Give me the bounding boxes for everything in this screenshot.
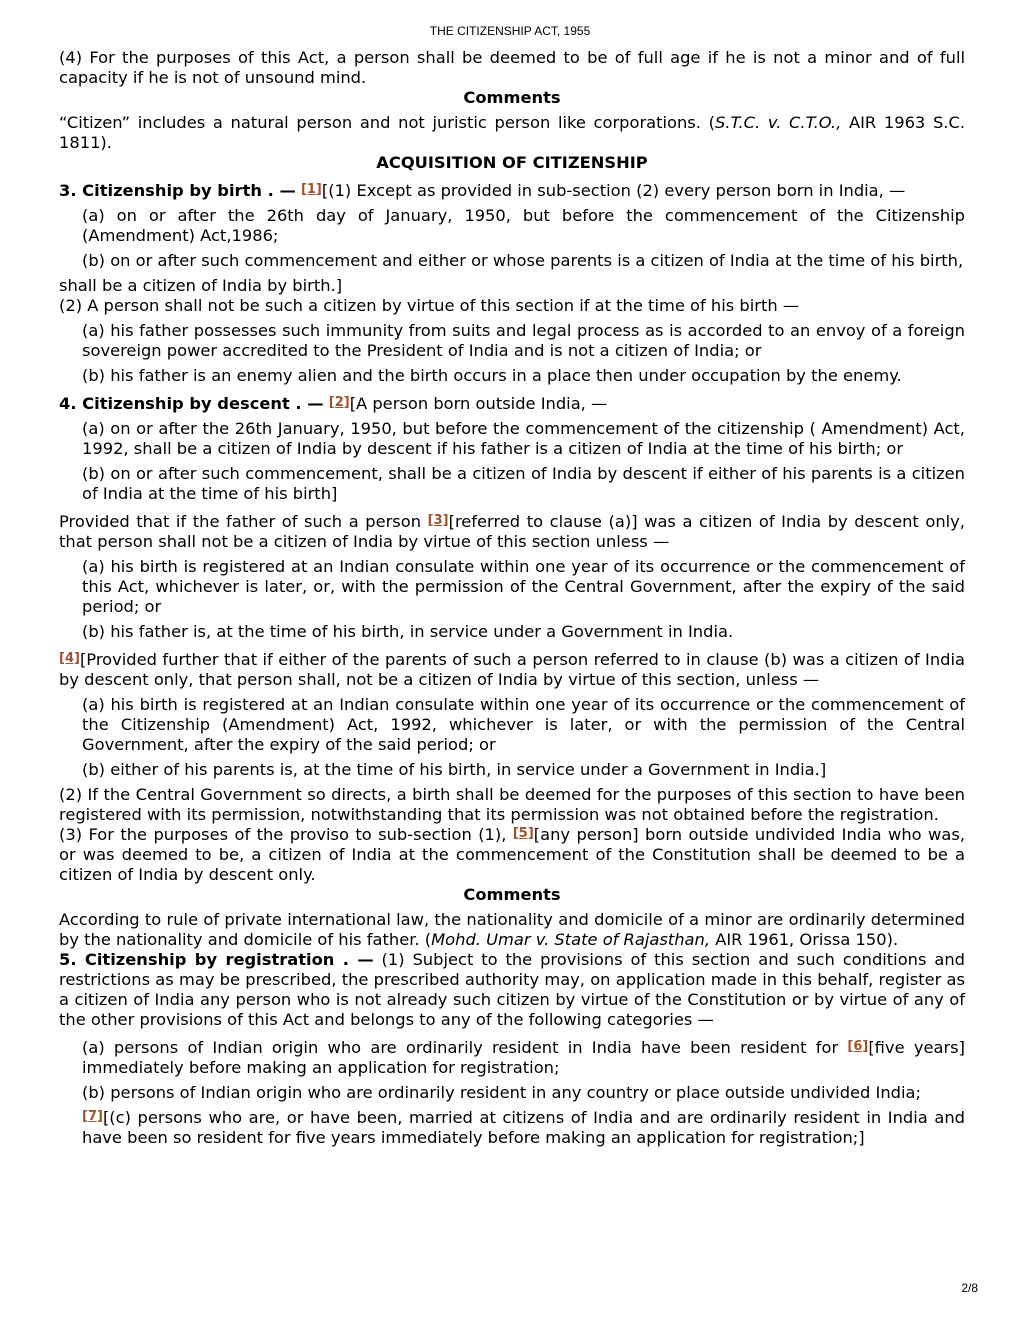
section-4-heading: 4. Citizenship by descent . — xyxy=(59,394,324,413)
comments-heading-2: Comments xyxy=(463,885,561,904)
section-4-subsection-2: (2) If the Central Government so directs, a birth shall be deemed for the purposes of this section to have been registered with its permission, notwithstanding that its permission was not obtained before the registration. xyxy=(59,785,965,824)
section-5: 5. Citizenship by registration . — (1) Subject to the provisions of this section and such conditions and restrictions as may be prescribed, the prescribed authority may, on application made in this behalf, register as a citizen of India any person who is not already such citizen by virtue of the Constitution or by virtue of any of the other provisions of this Act and belongs to any of the following categories — xyxy=(59,950,965,1029)
comment-domicile: According to rule of private international law, the nationality and domicile of a minor are ordinarily determined by the nationality and domicile of his father. (Mohd. Umar v. State of Rajasthan, AIR 1961, Orissa 150). xyxy=(59,910,965,949)
section-4-subsection-3: (3) For the purposes of the proviso to sub-section (1), [5][any person] born outside undivided India who was, or was deemed to be, a citizen of India at the commencement of the Constitution shall be deemed to be a citizen of India by descent only. xyxy=(59,825,965,884)
section-5-clause-c: [7][(c) persons who are, or have been, married at citizens of India and are ordinarily resident in India and have been so resident for five years immediately before making an application for registration;] xyxy=(82,1108,965,1147)
section-3-subsection-2: (2) A person shall not be such a citizen by virtue of this section if at the time of his birth — xyxy=(59,296,800,315)
footnote-link-2[interactable]: [2] xyxy=(328,395,350,410)
footnote-link-3[interactable]: [3] xyxy=(427,513,449,528)
section-5-clause-a: (a) persons of Indian origin who are ordinarily resident in India have been resident for [6][five years] immediately before making an application for registration; xyxy=(82,1038,965,1077)
running-header: THE CITIZENSHIP ACT, 1955 xyxy=(429,24,591,38)
proviso-1: Provided that if the father of such a person [3][referred to clause (a)] was a citizen of India by descent only, that person shall not be a citizen of India by virtue of this section unless — xyxy=(59,512,965,551)
case-citation-2: Mohd. Umar v. State of Rajasthan, xyxy=(431,930,711,949)
section-4-clause-a: (a) on or after the 26th January, 1950, but before the commencement of the citizenship ( Amendment) Act, 1992, shall be a citizen of India by descent if his father is a citizen of India at the time of his birth; or xyxy=(82,419,965,458)
section-3-2-clause-b: (b) his father is an enemy alien and the birth occurs in a place then under occupation by the enemy. xyxy=(82,366,902,385)
footnote-link-4[interactable]: [4] xyxy=(59,651,80,666)
section-5-heading: 5. Citizenship by registration . — xyxy=(59,950,374,969)
footnote-link-1[interactable]: [1] xyxy=(300,182,322,197)
section-3-2-clause-a: (a) his father possesses such immunity from suits and legal process as is accorded to an envoy of a foreign sovereign power accredited to the President of India and is not a citizen of India; or xyxy=(82,321,965,360)
section-3-clause-a: (a) on or after the 26th day of January, 1950, but before the commencement of the Citizenship (Amendment) Act,1986; xyxy=(82,206,965,245)
section-4-clause-b: (b) on or after such commencement, shall be a citizen of India by descent if either of his parents is a citizen of India at the time of his birth] xyxy=(82,464,965,503)
section-5-clause-b: (b) persons of Indian origin who are ordinarily resident in any country or place outside undivided India; xyxy=(82,1083,921,1102)
comment-citizen: “Citizen” includes a natural person and not juristic person like corporations. (S.T.C. v. C.T.O., AIR 1963 S.C. 1811). xyxy=(59,113,966,152)
proviso-2-clause-a: (a) his birth is registered at an Indian consulate within one year of its occurrence or the commencement of the Citizenship (Amendment) Act, 1992, whichever is later, or with the permission of the Central Government, after the expiry of the said period; or xyxy=(82,695,965,754)
proviso-2: [4][Provided further that if either of the parents of such a person referred to in clause (b) was a citizen of India by descent only, that person shall, not be a citizen of India by virtue of this section, unless — xyxy=(59,650,965,689)
section-heading-acquisition: ACQUISITION OF CITIZENSHIP xyxy=(376,153,648,172)
paragraph-full-age: (4) For the purposes of this Act, a person shall be deemed to be of full age if he is not a minor and of full capacity if he is not of unsound mind. xyxy=(59,48,965,87)
page-number: 2/8 xyxy=(961,1281,978,1295)
footnote-link-7[interactable]: [7] xyxy=(82,1109,103,1124)
comments-heading: Comments xyxy=(463,88,561,107)
proviso-1-clause-a: (a) his birth is registered at an Indian consulate within one year of its occurrence or the commencement of this Act, whichever is later, or, with the permission of the Central Government, after the expiry of the said period; or xyxy=(82,557,965,616)
case-citation: S.T.C. v. C.T.O., xyxy=(714,113,842,132)
proviso-1-clause-b: (b) his father is, at the time of his birth, in service under a Government in India. xyxy=(82,622,734,641)
section-3-clause-b: (b) on or after such commencement and either or whose parents is a citizen of India at the time of his birth, xyxy=(82,251,964,270)
footnote-link-6[interactable]: [6] xyxy=(847,1039,869,1054)
section-3: 3. Citizenship by birth . — [1][(1) Except as provided in sub-section (2) every person born in India, — xyxy=(59,181,906,200)
section-3-heading: 3. Citizenship by birth . — xyxy=(59,181,296,200)
footnote-link-5[interactable]: [5] xyxy=(512,826,534,841)
section-3-closing: shall be a citizen of India by birth.] xyxy=(59,276,343,295)
section-4: 4. Citizenship by descent . — [2][A person born outside India, — xyxy=(59,394,608,413)
document-body xyxy=(59,48,965,1148)
proviso-2-clause-b: (b) either of his parents is, at the time of his birth, in service under a Government in India.] xyxy=(82,760,827,779)
